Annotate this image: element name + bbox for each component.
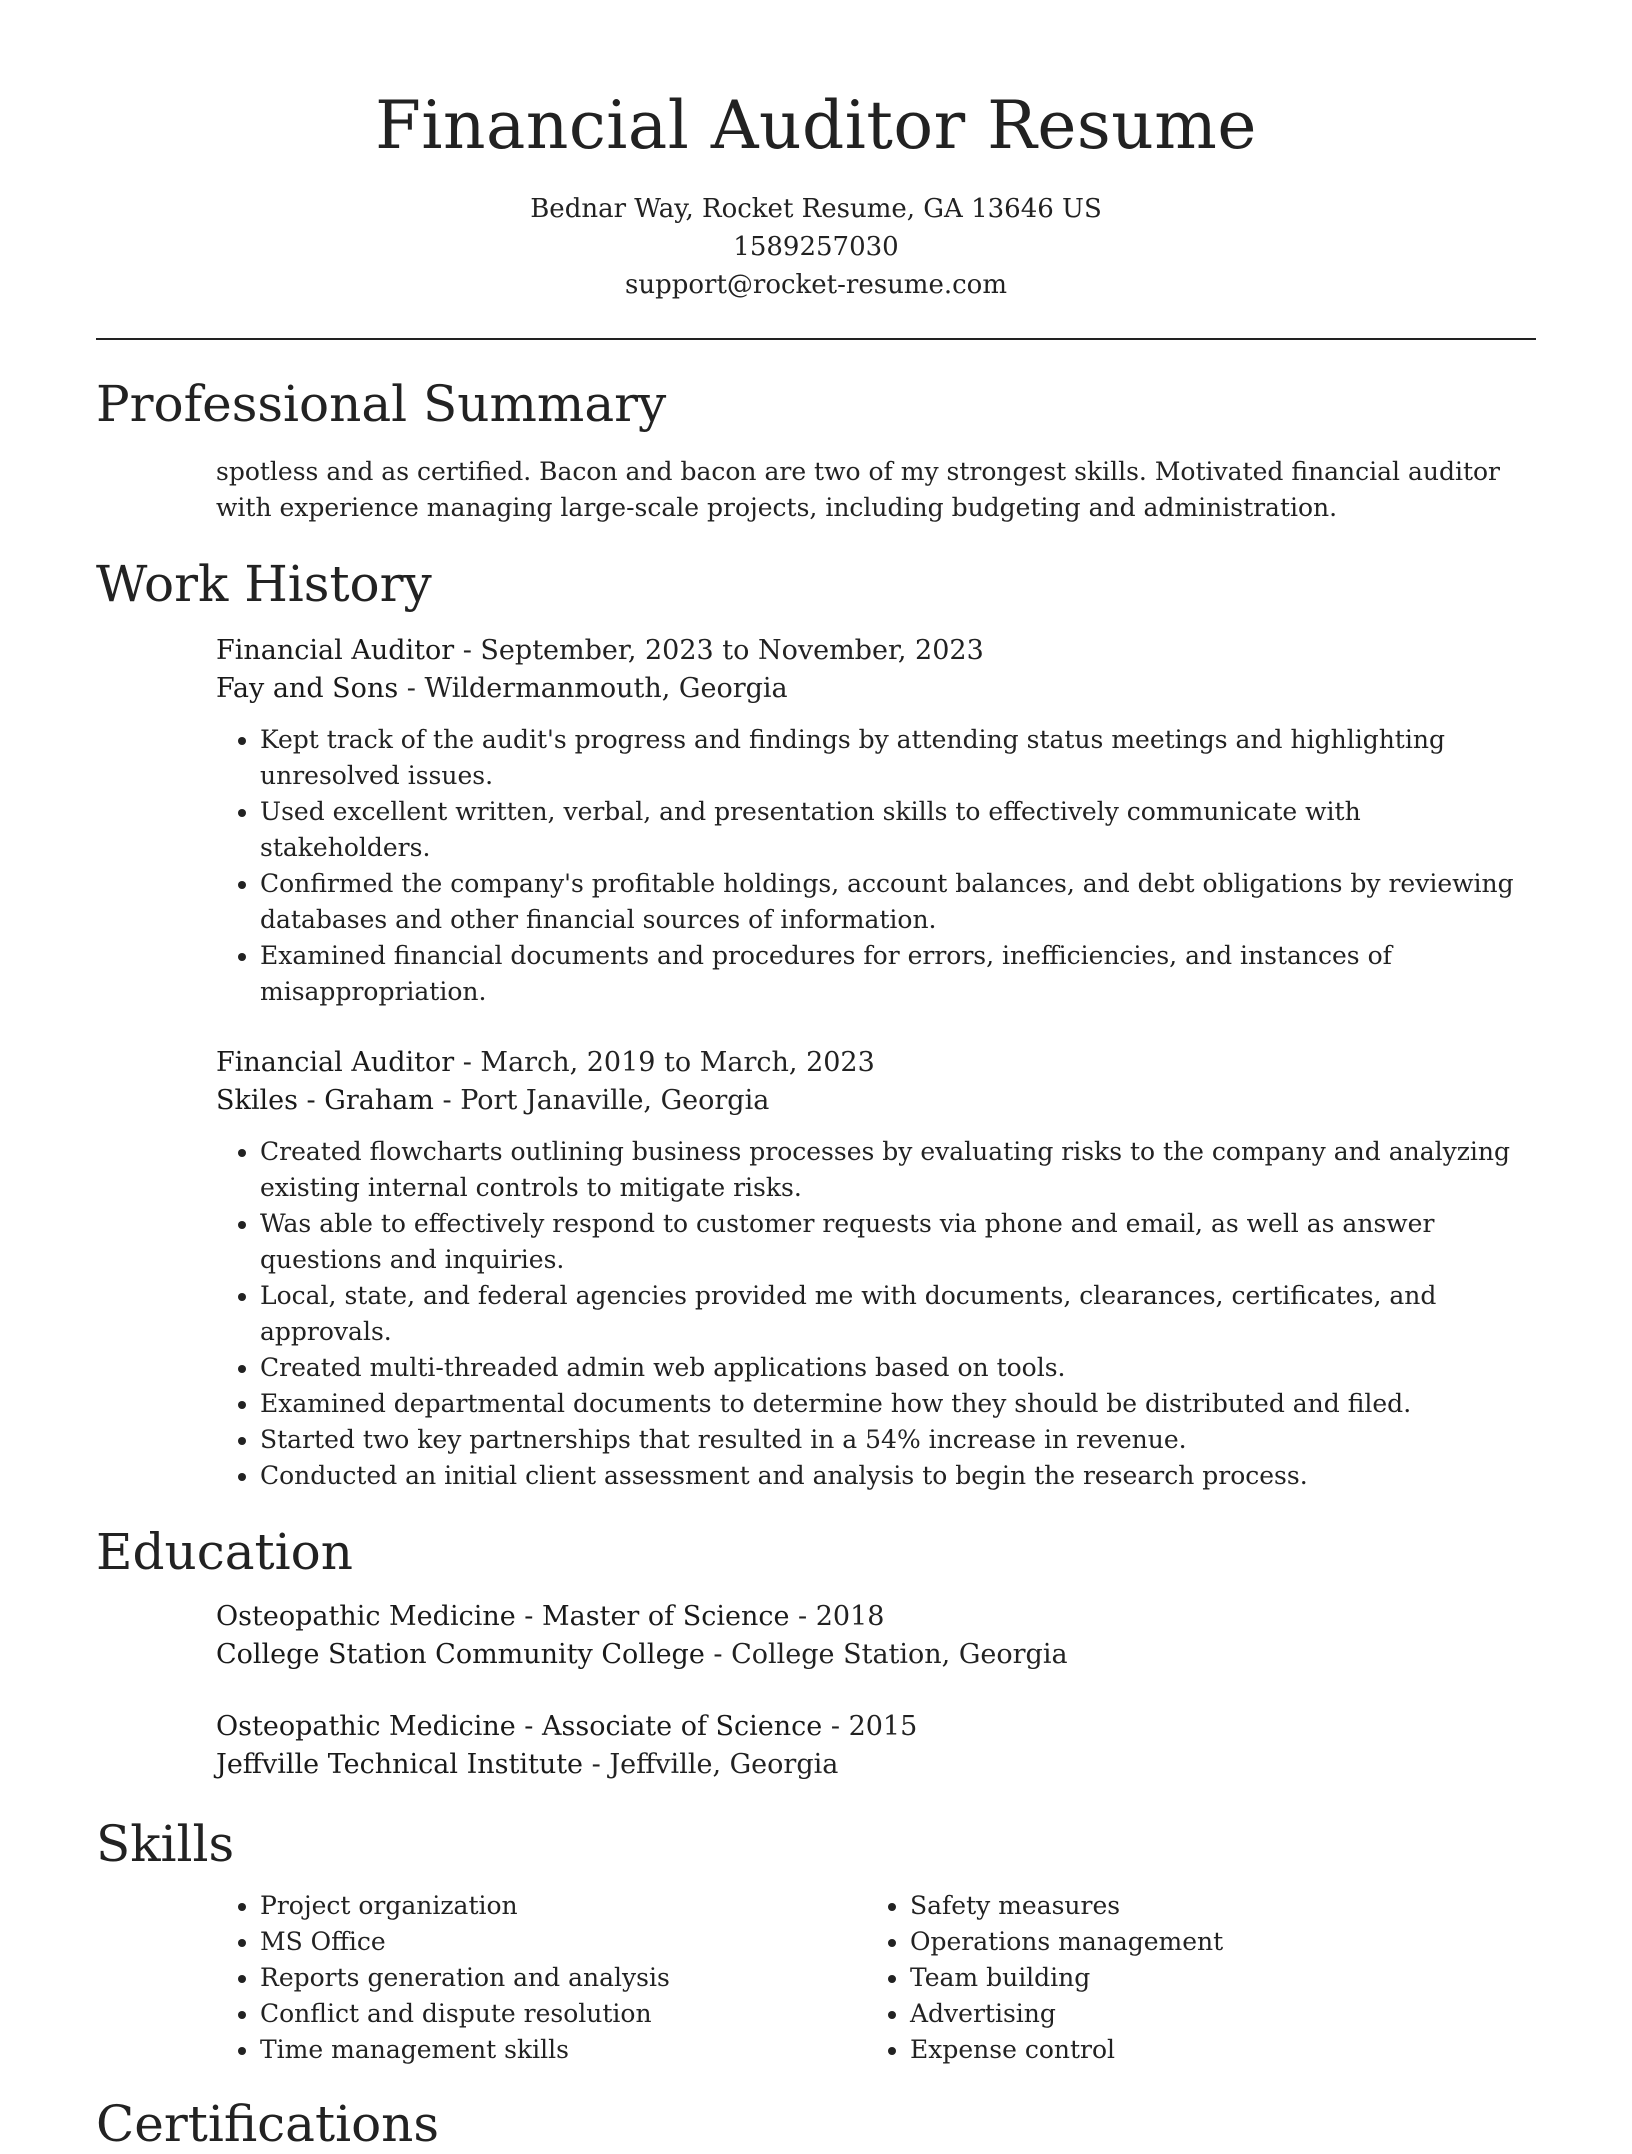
- education-entry: [216, 1708, 1536, 1784]
- education-location: - Jeffville, Georgia: [583, 1749, 839, 1780]
- list-item: • Project organization: [260, 1888, 866, 1924]
- education-school: Jeffville Technical Institute: [216, 1749, 584, 1780]
- contact-block: [96, 190, 1536, 304]
- list-item: • Team building: [910, 1960, 1516, 1996]
- contact-phone: 1589257030: [733, 232, 899, 262]
- list-item: • Time management skills: [260, 2032, 866, 2068]
- summary-text: spotless and as certified. Bacon and bacon are two of my strongest skills. Motivated financial auditor with experience managing large-scale projects, including budgeting and administration.: [216, 457, 1501, 522]
- education-school-line: [216, 1636, 1536, 1674]
- section-skills: [96, 1814, 1536, 2068]
- resume-title: Financial Auditor Resume: [375, 87, 1257, 164]
- job-company-line: [216, 670, 1536, 708]
- education-degree-line: [216, 1598, 1536, 1636]
- education-entry: [216, 1598, 1536, 1674]
- list-item: • Reports generation and analysis: [260, 1960, 866, 1996]
- section-summary: [96, 374, 1536, 526]
- job-role: Financial Auditor: [216, 635, 455, 666]
- education-degree: Osteopathic Medicine - Associate of Science: [216, 1711, 823, 1742]
- list-item: • Examined financial documents and procedures for errors, inefficiencies, and instances of misappropriation.: [260, 938, 1536, 1010]
- list-item: • Kept track of the audit's progress and findings by attending status meetings and highlighting unresolved issues.: [260, 722, 1536, 794]
- list-item: • MS Office: [260, 1924, 866, 1960]
- list-item: • Created multi-threaded admin web applications based on tools.: [260, 1350, 1536, 1386]
- skills-column-right: [866, 1888, 1516, 2068]
- section-certifications: [96, 2094, 1536, 2154]
- list-item: • Conducted an initial client assessment and analysis to begin the research process.: [260, 1458, 1536, 1494]
- job-dates: - March, 2019 to March, 2023: [454, 1047, 875, 1078]
- education-school: College Station Community College: [216, 1639, 705, 1670]
- job-title-line: [216, 632, 1536, 670]
- resume-header: [96, 0, 1536, 304]
- list-item: • Advertising: [910, 1996, 1516, 2032]
- education-degree-line: [216, 1708, 1536, 1746]
- job-title-line: [216, 1044, 1536, 1082]
- skills-grid: [216, 1888, 1536, 2068]
- job-dates: - September, 2023 to November, 2023: [454, 635, 984, 666]
- contact-address: Bednar Way, Rocket Resume, GA 13646 US: [530, 194, 1102, 224]
- education-location: - College Station, Georgia: [704, 1639, 1068, 1670]
- header-divider: [96, 338, 1536, 340]
- job-entry: [216, 632, 1536, 1010]
- education-degree: Osteopathic Medicine - Master of Science: [216, 1601, 790, 1632]
- job-company-line: [216, 1082, 1536, 1120]
- section-work-history: [96, 554, 1536, 1494]
- section-title-skills: Skills: [96, 1815, 235, 1873]
- skills-column-left: [216, 1888, 866, 2068]
- contact-email: support@rocket-resume.com: [624, 270, 1007, 300]
- list-item: • Started two key partnerships that resulted in a 54% increase in revenue.: [260, 1422, 1536, 1458]
- job-entry: [216, 1044, 1536, 1494]
- section-title-education: Education: [96, 1523, 353, 1581]
- section-title-certifications: Certifications: [96, 2095, 440, 2153]
- list-item: • Used excellent written, verbal, and presentation skills to effectively communicate with stakeholders.: [260, 794, 1536, 866]
- education-school-line: [216, 1746, 1536, 1784]
- section-title-summary: Professional Summary: [96, 375, 667, 433]
- job-location: - Wildermanmouth, Georgia: [398, 673, 788, 704]
- education-year: - 2018: [789, 1601, 885, 1632]
- resume-page: [96, 0, 1536, 2154]
- section-title-work: Work History: [96, 555, 432, 613]
- list-item: • Safety measures: [910, 1888, 1516, 1924]
- education-year: - 2015: [822, 1711, 918, 1742]
- job-role: Financial Auditor: [216, 1047, 455, 1078]
- job-bullets: [216, 722, 1536, 1010]
- section-education: [96, 1522, 1536, 1784]
- job-company: Skiles - Graham: [216, 1085, 434, 1116]
- list-item: • Expense control: [910, 2032, 1516, 2068]
- job-company: Fay and Sons: [216, 673, 399, 704]
- list-item: • Operations management: [910, 1924, 1516, 1960]
- list-item: • Confirmed the company's profitable holdings, account balances, and debt obligations by reviewing databases and other financial sources of information.: [260, 866, 1536, 938]
- list-item: • Created flowcharts outlining business processes by evaluating risks to the company and analyzing existing internal controls to mitigate risks.: [260, 1134, 1536, 1206]
- job-bullets: [216, 1134, 1536, 1494]
- job-location: - Port Janaville, Georgia: [433, 1085, 770, 1116]
- list-item: • Local, state, and federal agencies provided me with documents, clearances, certificates, and approvals.: [260, 1278, 1536, 1350]
- list-item: • Was able to effectively respond to customer requests via phone and email, as well as answer questions and inquiries.: [260, 1206, 1536, 1278]
- list-item: • Examined departmental documents to determine how they should be distributed and filed.: [260, 1386, 1536, 1422]
- list-item: • Conflict and dispute resolution: [260, 1996, 866, 2032]
